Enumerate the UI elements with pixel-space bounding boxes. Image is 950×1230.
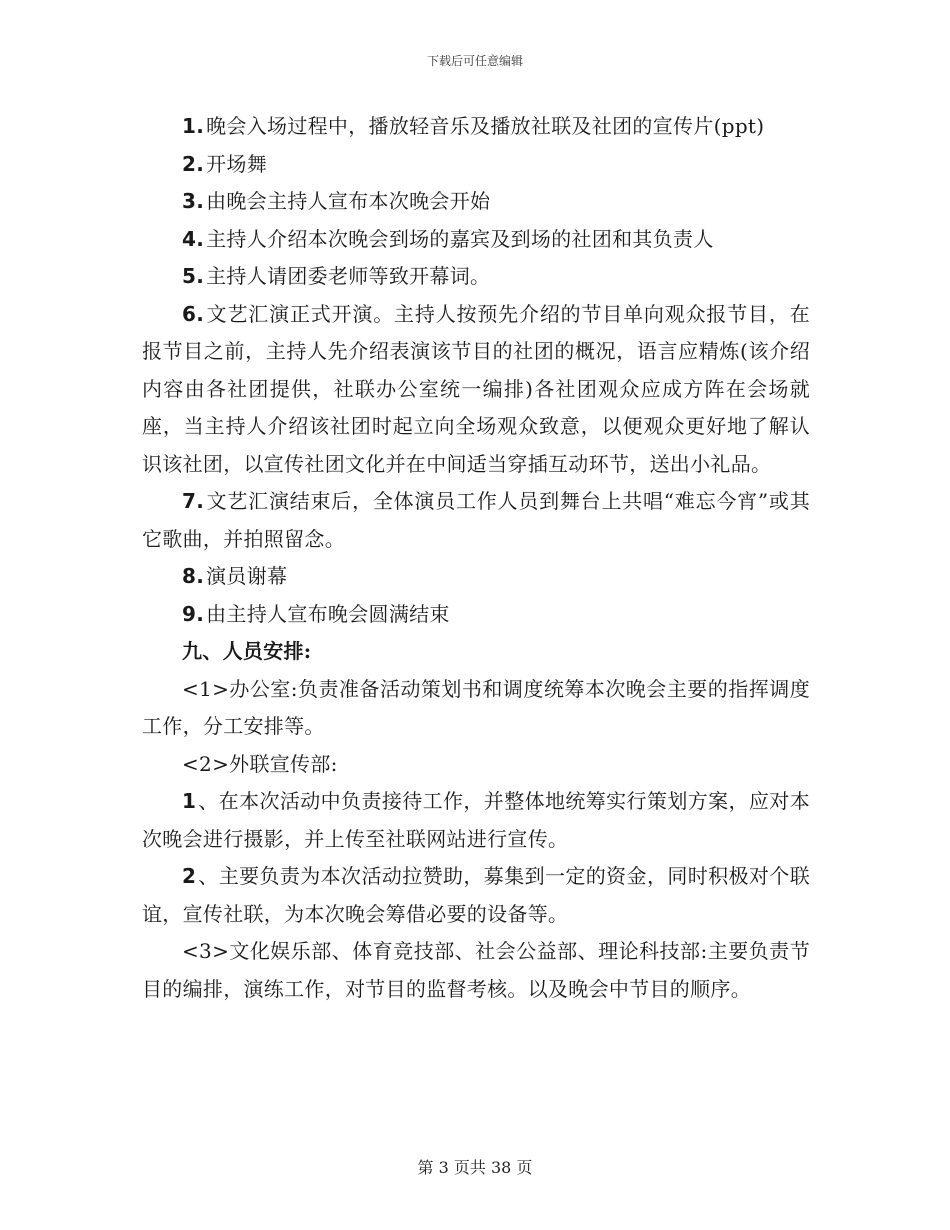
item-number: 8. <box>182 564 205 588</box>
duty-text: 、在本次活动中负责接待工作，并整体地统筹实行策划方案，应对本次晚会进行摄影，并上传至社联网站进行宣传。 <box>142 789 810 851</box>
item-text: 主持人介绍本次晚会到场的嘉宾及到场的社团和其负责人 <box>206 226 714 251</box>
duty-number: 2 <box>182 864 197 888</box>
publicity-dept-title: <2>外联宣传部: <box>182 751 338 776</box>
item-number: 7. <box>182 489 205 513</box>
item-text: 晚会入场过程中，播放轻音乐及播放社联及社团的宣传片(ppt) <box>206 114 765 138</box>
item-text: 文艺汇演正式开演。主持人按预先介绍的节目单向观众报节目，在报节目之前，主持人先介绍表演该节目的社团的概况，语言应精炼(该介绍内容由各社团提供，社联办公室统一编排)各社团观众应成方阵在会场就座，当主持人介绍该社团时起立向全场观众致意，以便观众更好地了解认识该社团，以宣传社团文化并在中间适当穿插互动环节，送出小礼品。 <box>142 301 810 476</box>
program-item-6 <box>142 296 810 484</box>
item-number: 2. <box>182 151 205 176</box>
page-header-note: 下载后可任意编辑 <box>426 54 523 68</box>
program-item-7 <box>142 483 810 558</box>
item-text: 开场舞 <box>206 151 268 176</box>
program-item-2 <box>142 146 810 184</box>
item-number: 5. <box>182 264 205 288</box>
item-number: 9. <box>182 601 205 626</box>
page-number: 第 3 页共 38 页 <box>417 1158 533 1177</box>
office-duties: <1>办公室:负责准备活动策划书和调度统筹本次晚会主要的指挥调度工作，分工安排等。 <box>142 676 810 738</box>
item-text: 演员谢幕 <box>206 564 288 588</box>
item-number: 1. <box>182 114 205 138</box>
item-text: 由晚会主持人宣布本次晚会开始 <box>206 189 491 213</box>
publicity-duty-1 <box>142 783 810 858</box>
program-item-4 <box>142 221 810 259</box>
program-item-1 <box>142 108 810 146</box>
program-item-8 <box>142 558 810 596</box>
program-item-3 <box>142 183 810 221</box>
program-item-5 <box>142 258 810 296</box>
section-heading: 九、人员安排: <box>182 639 312 663</box>
item-text: 主持人请团委老师等致开幕词。 <box>206 264 491 288</box>
duty-text: 、主要负责为本次活动拉赞助，募集到一定的资金，同时积极对个联谊，宣传社联，为本次晚会筹借必要的设备等。 <box>142 864 810 926</box>
item-number: 6. <box>182 301 205 326</box>
item-text: 由主持人宣布晚会圆满结束 <box>206 601 450 626</box>
document-body <box>142 108 810 1008</box>
duty-number: 1 <box>182 789 197 813</box>
publicity-duty-2 <box>142 858 810 933</box>
item-number: 3. <box>182 189 205 213</box>
program-item-9 <box>142 596 810 634</box>
item-text: 文艺汇演结束后，全体演员工作人员到舞台上共唱“难忘今宵”或其它歌曲，并拍照留念。 <box>142 489 810 551</box>
item-number: 4. <box>182 226 205 251</box>
departments-duties: <3>文化娱乐部、体育竞技部、社会公益部、理论科技部:主要负责节目的编排，演练工作，对节目的监督考核。以及晚会中节目的顺序。 <box>142 939 810 1001</box>
